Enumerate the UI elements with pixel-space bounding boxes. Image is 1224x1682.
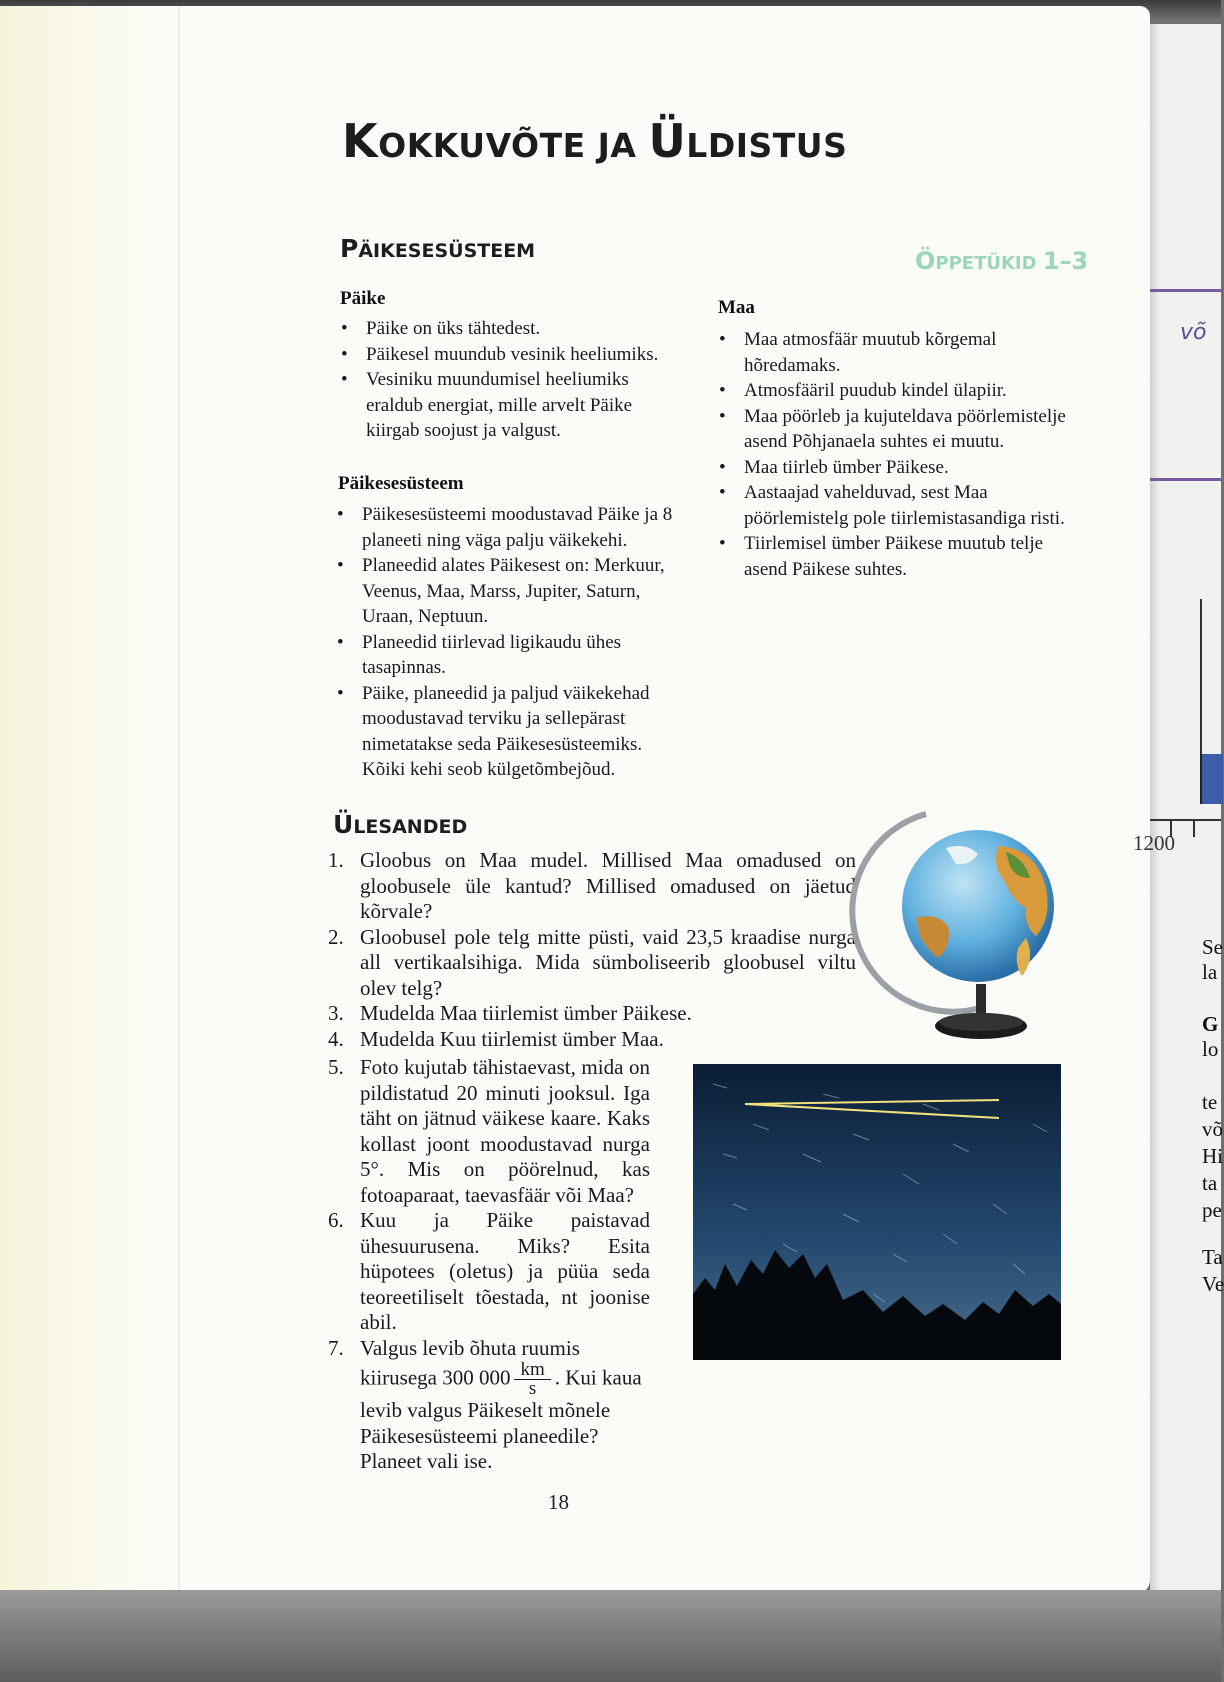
system-heading: Päikesesüsteem — [338, 473, 464, 494]
list-item: • Päike, planeedid ja paljud väikekehad moodustavad terviku ja sellepärast nimetatakse seda Päikesesüsteemiks. Kõiki kehi seob külgetõmbejõud. — [337, 682, 650, 780]
next-page-axis-number: 1200 — [1133, 831, 1175, 855]
next-page-chart-bar — [1200, 754, 1223, 804]
next-page-text-fragment: lo — [1202, 1037, 1219, 1061]
list-item: • Atmosfääril puudub kindel ülapiir. — [719, 380, 1007, 401]
list-item: • Planeedid alates Päikesest on: Merkuur, Veenus, Maa, Marss, Jupiter, Saturn, Uraan, Neptuun. — [337, 555, 665, 627]
tasks-heading: ÜLESANDED — [333, 810, 468, 839]
page-fold-shadow — [1150, 24, 1160, 1594]
next-page-text-fragment: la — [1202, 960, 1218, 984]
next-page-axis-tick — [1193, 819, 1195, 837]
list-item: • Aastaajad vahelduvad, sest Maa pöörlemistelg pole tiirlemistasandiga risti. — [719, 482, 1065, 529]
task-item: 1. Gloobus on Maa mudel. Millised Maa omadused on gloobusele üle kantud? Millised omadused on jäetud kõrvale? — [328, 848, 856, 923]
paike-list — [338, 316, 690, 444]
list-item: • Päikesel muundub vesinik heeliumiks. — [341, 343, 659, 365]
list-item: • Päikesesüsteemi moodustavad Päike ja 8 planeeti ning väga palju väikekehi. — [337, 504, 673, 551]
list-item: • Planeedid tiirlevad ligikaudu ühes tasapinnas. — [337, 631, 622, 678]
next-page-text-fragment: Ve — [1202, 1272, 1224, 1296]
lessons-label: ÖPPETÜKID 1–3 — [915, 247, 1089, 275]
maa-list — [716, 327, 1074, 582]
task-item: 4. Mudelda Kuu tiirlemist ümber Maa. — [328, 1026, 664, 1051]
task-item: 6. Kuu ja Päike paistavad ühesuurusena. Miks? Esita hüpotees (oletus) ja püüa seda teoreetiliselt tõestada, nt joonise abil. — [328, 1208, 650, 1334]
next-page-text-fragment: pe — [1202, 1198, 1222, 1222]
page-number: 18 — [548, 1490, 569, 1514]
next-page-chart-line — [1200, 599, 1202, 754]
tasks-list-bottom — [328, 1055, 650, 1475]
next-page-heading-fragment: võ — [1180, 320, 1207, 345]
next-page-rule-top — [1150, 289, 1221, 292]
section-heading: PÄIKESESÜSTEEM — [340, 234, 536, 263]
list-item: • Maa pöörleb ja kujuteldava pöörlemistelje asend Põhjanaela suhtes ei muutu. — [719, 405, 1066, 452]
next-page-chart-axis — [1150, 819, 1221, 821]
tasks-list-top — [328, 848, 856, 1052]
list-item: • Maa atmosfäär muutub kõrgemal hõredamaks. — [719, 329, 997, 376]
page-gutter — [0, 6, 185, 1594]
list-item: • Maa tiirleb ümber Päikese. — [719, 456, 949, 478]
star-trails-photo — [693, 1064, 1061, 1360]
task-item: 7. Valgus levib õhuta ruumis kiirusega 300 000 $\frac{km}{s}$ . Kui kaua levib valgus Päikeselt mõnele Päikesesüsteemi planeedile? Planeet vali ise. — [328, 1335, 642, 1473]
task-item: 2. Gloobusel pole telg mitte püsti, vaid 23,5 kraadise nurga all vertikaalsihiga. Mida sümboliseerib gloobusel viltu olev telg? — [328, 924, 856, 1000]
task-item: 5. Foto kujutab tähistaevast, mida on pildistatud 20 minuti jooksul. Iga täht on jätnud väikese kaare. Kaks kollast joont moodustavad nurga 5°. Mis on pöörelnud, kas fotoaparaat, taevasfäär või Maa? — [328, 1055, 650, 1207]
next-page-text-fragment: Hi — [1202, 1144, 1223, 1168]
next-page-text-fragment: G — [1202, 1012, 1219, 1036]
globe-image — [886, 808, 1052, 1040]
list-item: • Vesiniku muundumisel heeliumiks eraldub energiat, mille arvelt Päike kiirgab soojust ja valgust. — [341, 369, 633, 441]
next-page-edge — [1150, 24, 1224, 1594]
next-page-rule-bottom — [1150, 478, 1221, 481]
paike-heading: Päike — [340, 288, 386, 309]
system-list — [334, 502, 686, 783]
next-page-text-fragment: Se — [1202, 935, 1223, 959]
task-item: 3. Mudelda Maa tiirlemist ümber Päikese. — [328, 1001, 692, 1025]
scan-bottom-shadow — [0, 1590, 1221, 1682]
unit-fraction: $\frac{km}{s}$ — [514, 1361, 550, 1398]
next-page-text-fragment: te — [1202, 1090, 1218, 1114]
page-title: KOKKUVÕTE JA ÜLDISTUS — [342, 114, 848, 168]
next-page-text-fragment: võ — [1202, 1117, 1223, 1141]
list-item: • Tiirlemisel ümber Päikese muutub telje asend Päikese suhtes. — [719, 533, 1044, 580]
gutter-line — [178, 6, 180, 1594]
next-page-text-fragment: Ta — [1202, 1245, 1223, 1269]
next-page-text-fragment: ta — [1202, 1171, 1218, 1195]
list-item: • Päike on üks tähtedest. — [341, 318, 541, 339]
maa-heading: Maa — [718, 297, 755, 318]
